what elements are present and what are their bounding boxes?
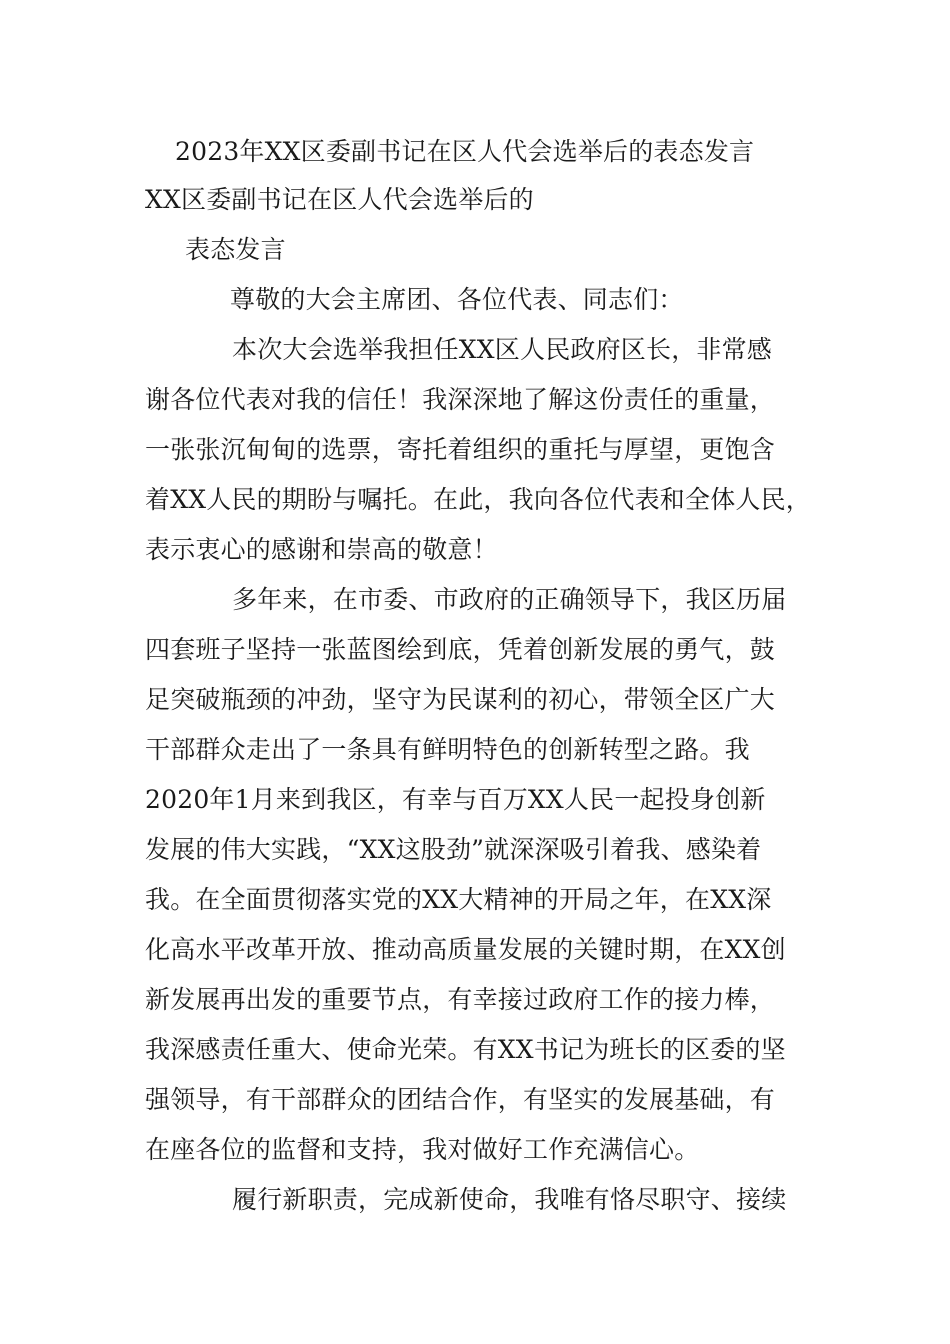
subtitle-line-2: 表态发言 <box>185 235 286 264</box>
paragraph-line: 发展的伟大实践，“XX这股劲”就深深吸引着我、感染着 <box>145 835 762 864</box>
paragraph-line: 多年来，在市委、市政府的正确领导下，我区历届 <box>232 585 787 614</box>
paragraph-line: 表示衷心的感谢和崇高的敬意！ <box>145 535 498 564</box>
paragraph-line: 我深感责任重大、使命光荣。有XX书记为班长的区委的坚 <box>145 1035 786 1064</box>
paragraph-line: 化高水平改革开放、推动高质量发展的关键时期，在XX创 <box>145 935 786 964</box>
paragraph-line: 谢各位代表对我的信任！我深深地了解这份责任的重量， <box>145 385 776 414</box>
paragraph-line: 我。在全面贯彻落实党的XX大精神的开局之年，在XX深 <box>145 885 772 914</box>
paragraph-line: 2020年1月来到我区，有幸与百万XX人民一起投身创新 <box>145 785 766 814</box>
document-title: 2023年XX区委副书记在区人代会选举后的表态发言 <box>175 137 755 166</box>
paragraph-line: 强领导，有干部群众的团结合作，有坚实的发展基础，有 <box>145 1085 776 1114</box>
paragraph-line: 履行新职责，完成新使命，我唯有恪尽职守、接续 <box>232 1185 787 1214</box>
paragraph-line: 一张张沉甸甸的选票，寄托着组织的重托与厚望，更饱含 <box>145 435 776 464</box>
paragraph-line: 着XX人民的期盼与嘱托。在此，我向各位代表和全体人民， <box>145 485 811 514</box>
subtitle-line-1: XX区委副书记在区人代会选举后的 <box>145 185 534 214</box>
paragraph-line: 干部群众走出了一条具有鲜明特色的创新转型之路。我 <box>145 735 750 764</box>
paragraph-line: 本次大会选举我担任XX区人民政府区长，非常感 <box>232 335 772 364</box>
paragraph-line: 足突破瓶颈的冲劲，坚守为民谋利的初心，带领全区广大 <box>145 685 776 714</box>
paragraph-line: 在座各位的监督和支持，我对做好工作充满信心。 <box>145 1135 700 1164</box>
salutation: 尊敬的大会主席团、各位代表、同志们： <box>230 285 684 314</box>
paragraph-line: 新发展再出发的重要节点，有幸接过政府工作的接力棒， <box>145 985 776 1014</box>
paragraph-line: 四套班子坚持一张蓝图绘到底，凭着创新发展的勇气，鼓 <box>145 635 776 664</box>
